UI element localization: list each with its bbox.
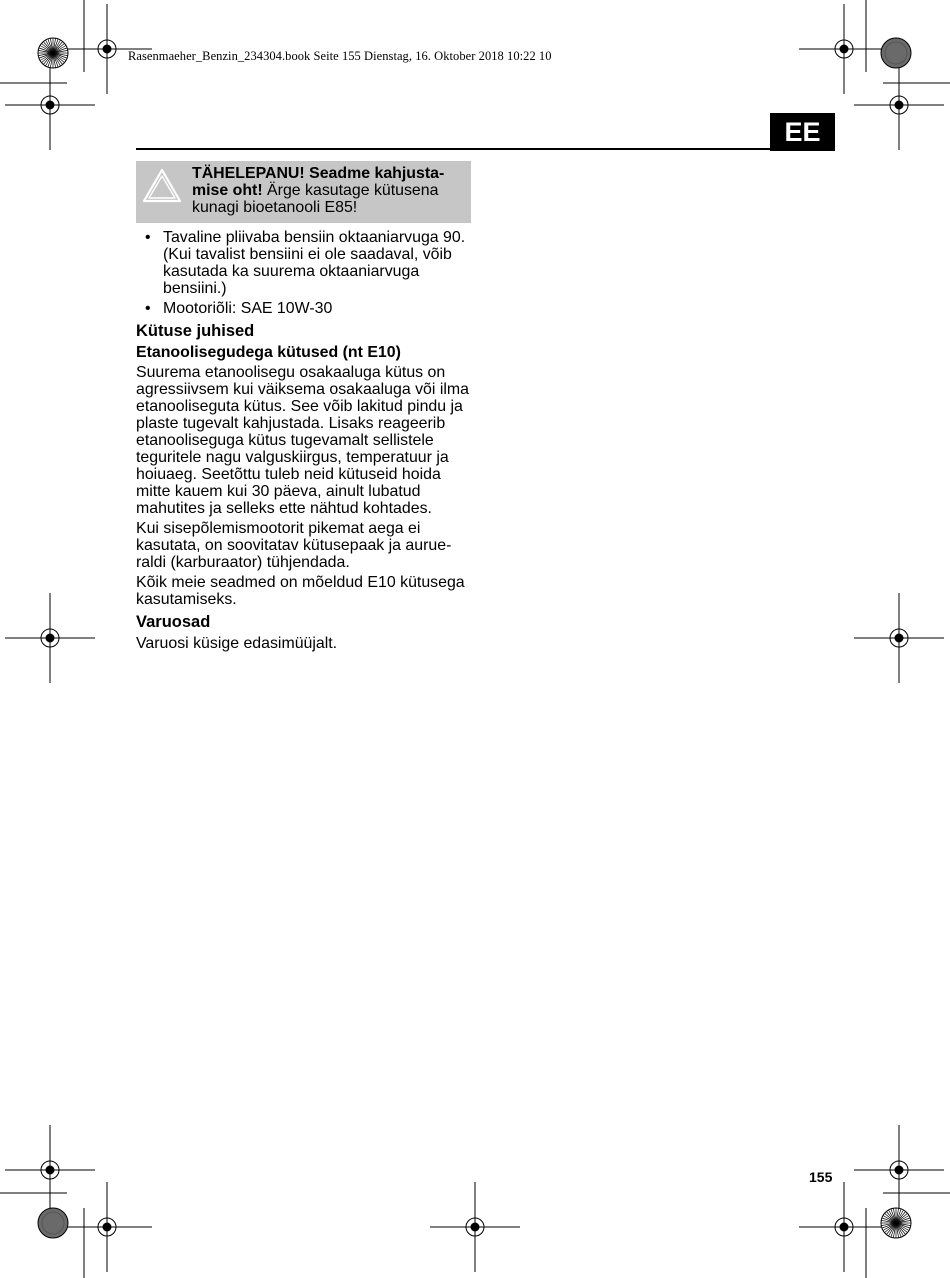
parts-text: Varuosi küsige edasimüüjalt. <box>136 635 338 652</box>
page-number: 155 <box>809 1169 833 1185</box>
paragraph: Kui sisepõlemismootorit pikemat aega ei kasutata, on soovitatav kütusepaak ja aurueraldi (karburaator) tühjendada. <box>136 520 452 571</box>
warning-box <box>136 161 471 223</box>
starburst-mark-icon <box>38 38 68 68</box>
crosshair-target-icon <box>854 593 944 683</box>
fuel-heading: Kütuse juhised <box>136 322 255 340</box>
list-item: • Mootoriõli: SAE 10W-30 <box>136 300 476 317</box>
paragraph: Kõik meie seadmed on mõeldud E10 kütusega kasutamiseks. <box>136 574 465 608</box>
ethanol-subheading: Etanoolisegudega kütused (nt E10) <box>136 344 401 361</box>
gray-circle-mark-icon <box>881 38 911 68</box>
list-item: • Tavaline pliivaba bensiin oktaaniarvuga 90. (Kui tavalist bensiini ei ole saadaval, võib kasutada ka suurema oktaaniarvuga bensiini.) <box>136 229 476 297</box>
crosshair-target-icon <box>799 4 889 94</box>
paragraph: Suurema etanoolisegu osakaaluga kütus on agressiivsem kui väiksema osakaaluga või ilma etanooliseguta kütus. See võib lakitud pindu ja plaste tugevalt kahjustada. Lisaks reageerib etanooliseguga kütus tugevamalt sellistele teguritele nagu valguskiirgus, temperatuur ja hoiuaeg. Seetõttu tuleb neid kütuseid hoida mitte kauem kui 30 päeva, ainult lubatud mahutites ja selleks ette nähtud kohtades. <box>136 364 469 517</box>
language-tab: EE <box>770 113 835 151</box>
warning-text <box>192 165 467 216</box>
crosshair-target-icon <box>799 1182 889 1272</box>
crosshair-target-icon <box>854 1125 944 1215</box>
crosshair-target-icon <box>5 593 95 683</box>
fuel-list <box>136 229 476 317</box>
content-column <box>136 161 476 655</box>
crosshair-target-icon <box>62 1182 152 1272</box>
starburst-mark-icon <box>881 1208 911 1238</box>
warning-bold: TÄHELEPANU! Seadme kahjusta-mise oht! <box>192 165 445 199</box>
warning-body: Ärge kasutage kütusena kunagi bioetanooli E85! <box>192 182 439 216</box>
parts-heading: Varuosad <box>136 613 211 631</box>
print-slug: Rasenmaeher_Benzin_234304.book Seite 155 Dienstag, 16. Oktober 2018 10:22 10 <box>128 49 552 63</box>
crosshair-target-icon <box>854 60 944 150</box>
warning-triangle-icon <box>141 167 183 205</box>
crosshair-target-icon <box>430 1182 520 1272</box>
header-rule <box>136 148 770 150</box>
crosshair-target-icon <box>5 60 95 150</box>
crosshair-target-icon <box>5 1125 95 1215</box>
gray-circle-mark-icon <box>38 1208 68 1238</box>
